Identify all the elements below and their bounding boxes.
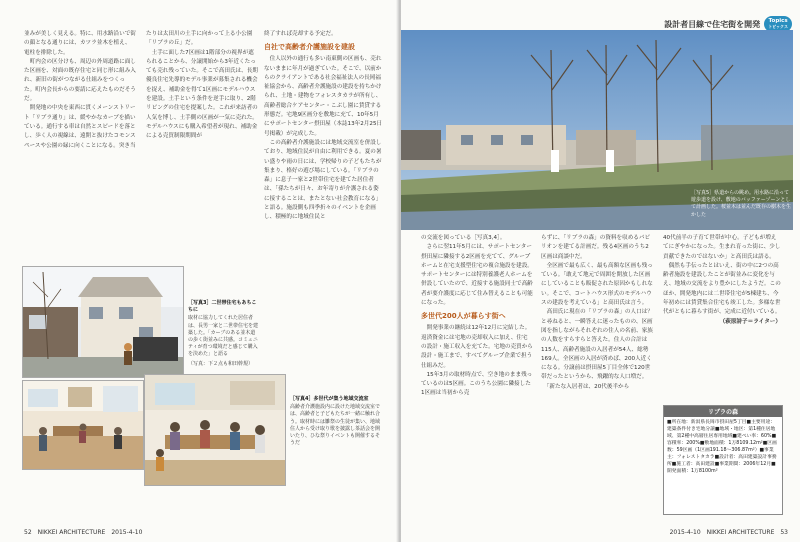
photo4-caption [290,396,384,447]
page-footer-right: 2015-4-10 NIKKEI ARCHITECTURE 53 [669,529,788,536]
topics-title: 設計者目線で住宅街を開発 [664,19,761,29]
left-page [0,0,398,542]
section-heading: 多世代200人が暮らす街へ [421,312,506,321]
right-page [401,0,800,542]
body-text: らずに、「リブラの森」の資料を収めるパビリオンを建てる計画だ。残る4区画のうち2区画は商談中だ。 全区画で最も広く、最も高額な区画も残っている。「敢えて地元で周囲を開放した区画にしていることも販促された原因かもしれない。そこで、コートハウス形式のモデルハウスの建設を考えている」と高田氏は言う。 高田氏に現在の「リブラの森」の人口は？と尋ねると、一瞬答えに迷ったものの、区画図を指しながらそれぞれの住人の名前、家族の人数をすらすらと答えた。住人の合計は115人、高齢者施設の入居者が54人、総勢169人。全区画の入居が済めば、200人近くになる。分譲前は摂田屋5丁目全体で120世帯だったというから、飛躍的な人口増だ。 「新たな入居者は、20代後半から [541,235,653,390]
info-box-title: リブラの森 [664,406,782,417]
right-column-2 [541,234,653,524]
topics-badge-label: Topics [768,18,788,24]
left-column-3 [264,30,384,360]
caption-title: ［写真3］二世帯住宅もあちこちに [188,300,257,314]
left-column-2 [146,30,258,265]
street-photo-caption: ［写真5］県道からの眺め。用水路に沿って遊歩道を設け、敷地のバッファーゾーンとして計画した。桜並木は並んだ既存の樹木を生かした [691,190,792,218]
house-photo-image [23,267,183,377]
body-text: 住人以外の通行も多い南東側の区画も、売れないままに年月が過ぎていた。そこで、以前からのクライアントである社会福祉法人の長岡福祉協会から、高齢者介護施設の建設を持ちかけられ、土地・建物をフォレスタカラが所有し、高齢者総合ケアセンター・こぶし園に賃貸する形態だ。宅地9区画分を敷地に充て、10年5月にサポートセンター摂田屋（本誌13年2月25日号掲載）が完成した。 この高齢者介護施設には地域交流室を併設しており、地域住民が自由に利用できる。夏の暑い盛りや雨の日には、学校帰りの子どもたちが集まり、格好の遊び場にしている。「リブラの森」に息子一家と2世帯住宅を建てた居住者は、「孫たちが日々、お年寄りが介護される姿に接することは、またとない社会教育になる」と語る。施設側も四季折々のイベントを企画し、積極的に地域住民と [264,56,383,221]
body-text: 並みが美しく見える。特に、用水路沿いで街の顔となる通りには、カツラ並木を植え、電柱を排除した。 町内会の区分けも、周辺の外周道路に面した区画を、対面の既存住宅と同じ形に組み入れ、新旧の街がつながる仕組みをつくった。町内会長からの要請に応えたものだそうだ。 開発地の中央を東西に貫くメーンストリート「リブラ通り」は、緩やかなカーブを描いている。通行する車は自然とスピードを落とし、歩く人の視線は、遠開と抜けたコモンスペースや公園の緑に向くことになる。突き当 [24,31,136,149]
body-text: 終了すれば売却する予定だ。 [264,31,337,37]
project-info-box [663,405,783,515]
body-text: たりは太田川の土手に向かって上る小公園「リブラの丘」だ。 土手に面した7区画は1階部分の視界が遮られることから、分譲開始から3年近くたっても売れ残っていた。そこで高田氏は、長期優良住宅先導的モデル事業が募集される機会を捉え、補助金を得て1区画にモデルハウスを建設。土手という条件を逆手に取り、2階リビングの住宅を提案した。これが来訪者の人気を博し、土手側の区画が一気に売れた。モデルハウスにも購入希望者が現れ、補助金による売買制限期間が [146,31,258,140]
page-footer-left: 52 NIKKEI ARCHITECTURE 2015-4-10 [24,529,143,536]
community-room-photo-image [145,375,285,485]
community-room-photo [144,374,286,486]
info-box-text: ■所在地：新潟県長岡市摂田屋5丁目■主要用途：建築条件付き宅地分譲■地域・地区：第1種住居地域、第2種中高層住居専用地域■建ぺい率：60%■容積率：200%■敷地面積：1万8109.12m²■区画数：59区画（1区画191.18〜306.87m²）■事業主：フォレストタカラ■設計者：高田建築設計事務所■施工者：高田建設■事業期間：2006年12月■開発面積：1万8100m² [667,420,777,474]
right-column-3 [663,234,781,400]
right-column-1 [421,234,533,524]
caption-title: ［写真4］多世代が集う地域交流室 [290,396,369,402]
body-text: 40代前半の子育て世帯が中心。子どもが増えてにぎやかになった。生まれ育った街に、少し貢献できたのではないか」と高田氏は語る。 偶然も手伝ったとはいえ、街の中に2つの高齢者施設を建設したことが街並みに変化を与え、地域の交流をより豊かにしたようだ。このほか、開発地内には二世帯住宅が5棟建ち、今年初めには賃貸集合住宅も竣工した。多様な世代がともに暮らす街が、完成に近付いている。 [663,235,781,316]
caption-text: 取材に協力してくれた居住者は、長男一家と二世帯住宅を建築した。「カーブのある並木道の歩く街並みに共感。コミュニティが育つ環境だと感じて購入を決めた」と語る [188,315,259,358]
photo3-caption [188,300,258,368]
left-column-1 [24,30,136,265]
photo-credit: （写真：下２点も和田幹規） [188,360,254,367]
interior-photo-image [23,381,143,469]
body-text: の交流を図っている［写真3,4］。 さらに翌11年5月には、サポートセンター摂田屋に隣接する2区画を充てて、グループホームと在宅支援型住宅の複合施設を建設。サポートセンターには特別養護老人ホームを併設していたので、近接する施設同士で高齢者が要介護度に応じて住み替えることも可能になった。 [421,235,533,307]
interior-photo [22,380,144,470]
body-text: 開発事業の継続は12年12月に完結した。返済資金には宅地の売却収入に加え、住宅の設計・施工収入を充てた。宅地の売買から設計・施工まで、すべてグループ企業で担う仕組みだ。 15年3月の取材時点で、空き地のまま残っているのは5区画。このうち公園に隣接した1区画は当初から売 [421,325,533,397]
section-heading: 自社で高齢者介護施設を建設 [264,43,355,52]
author-byline: （萩原詩子＝ライター） [719,318,781,325]
topics-badge-sub: トピックス [768,24,788,29]
caption-text: 高齢者介護施設内に設けた地域交流室では、高齢者と子どもたちが一緒に触れ合う。取材時には雛祭の生徒が集い、地域住人から受け取り歌を披露し茶話会を開いたり、ひな祭りイベントも開催するそうだ [290,404,381,447]
house-photo [22,266,184,378]
